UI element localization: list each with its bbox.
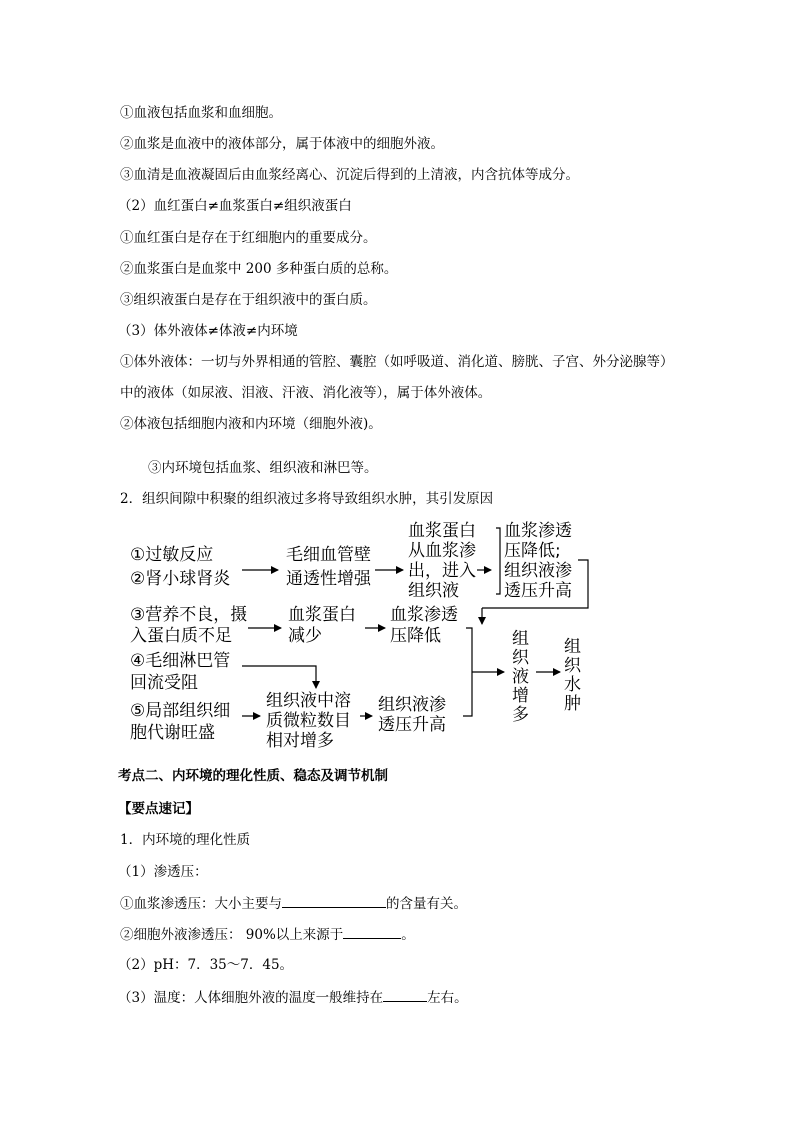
- text-line: ①体外液体：一切与外界相通的管腔、囊腔（如呼吸道、消化道、膀胱、子宫、外分泌腺等）: [120, 354, 674, 370]
- section-heading: 2．组织间隙中积聚的组织液过多将导致组织水肿，其引发原因: [120, 491, 494, 507]
- fill-blank-line: （3）温度：人体细胞外液的温度一般维持在 左右。: [118, 987, 468, 1008]
- node-fluid-increase: 液: [512, 667, 529, 687]
- cause-lymph-block: ④毛细淋巴管: [130, 651, 231, 671]
- node-tissue-osmotic: 组织液渗: [378, 695, 446, 715]
- node-tissue-osmotic: 透压升高: [378, 715, 446, 735]
- text-line: ③内环境包括血浆、组织液和淋巴等。: [148, 460, 378, 476]
- cause-metabolism: 胞代谢旺盛: [130, 723, 215, 743]
- node-permeability: 通透性增强: [286, 569, 371, 589]
- bracket-text: 组织液渗: [504, 561, 572, 581]
- node-plasma-osmotic: 血浆渗透: [390, 605, 458, 625]
- subheading: （1）渗透压：: [118, 864, 208, 880]
- cause-metabolism: ⑤局部组织细: [130, 701, 231, 721]
- connector: [463, 628, 472, 716]
- cause-lymph-block: 回流受阻: [130, 673, 198, 693]
- node-protein-decrease: 血浆蛋白: [288, 605, 356, 625]
- subheading: （3）体外液体≠体液≠内环境: [118, 323, 298, 339]
- text-line: 中的液体（如尿液、泪液、汗液、消化液等），属于体外液体。: [120, 385, 492, 401]
- node-edema: 水: [564, 675, 581, 695]
- text-line: ②血浆是血液中的液体部分，属于体液中的细胞外液。: [120, 136, 444, 152]
- text-line: ②体液包括细胞内液和内环境（细胞外液)。: [120, 416, 382, 432]
- text-line: ①血红蛋白是存在于红细胞内的重要成分。: [120, 230, 377, 246]
- text-line: ②血浆蛋白是血浆中 200 多种蛋白质的总称。: [120, 261, 398, 277]
- node-solute-increase: 相对增多: [266, 731, 334, 751]
- node-leak: 出，进入: [408, 561, 476, 581]
- bracket: [496, 528, 500, 594]
- node-fluid-increase: 织: [512, 648, 529, 668]
- node-leak: 从血浆渗: [408, 541, 476, 561]
- text-line: ③组织液蛋白是存在于组织液中的蛋白质。: [120, 292, 377, 308]
- answer-blank[interactable]: [383, 987, 427, 1002]
- item-heading: 1．内环境的理化性质: [120, 832, 251, 848]
- bracket-text: 压降低;: [504, 541, 561, 561]
- bracket-text: 透压升高: [504, 581, 572, 601]
- node-leak: 组织液: [408, 581, 459, 601]
- key-points-label: 【要点速记】: [118, 801, 199, 817]
- cause-allergy: ①过敏反应: [130, 545, 214, 565]
- node-leak: 血浆蛋白: [408, 521, 476, 541]
- node-edema: 组: [564, 637, 581, 657]
- text-line: ①血液包括血浆和血细胞。: [120, 105, 282, 121]
- node-fluid-increase: 多: [512, 705, 529, 725]
- cause-malnutrition: ③营养不良，摄: [130, 605, 248, 625]
- text-line: ③血清是血液凝固后由血浆经离心、沉淀后得到的上清液，内含抗体等成分。: [120, 167, 579, 183]
- arrow: [242, 666, 316, 688]
- text-line: （2）pH：7．35～7．45。: [118, 957, 294, 973]
- node-fluid-increase: 增: [512, 686, 529, 706]
- node-edema: 肿: [564, 694, 581, 714]
- fill-blank-line: ②细胞外液渗透压： 90%以上来源于 。: [120, 924, 415, 945]
- node-protein-decrease: 减少: [288, 626, 322, 646]
- node-edema: 织: [564, 656, 581, 676]
- node-solute-increase: 质微粒数目: [266, 711, 351, 731]
- cause-nephritis: ②肾小球肾炎: [130, 569, 231, 589]
- edema-flowchart: [118, 516, 598, 756]
- subheading: （2）血红蛋白≠血浆蛋白≠组织液蛋白: [118, 198, 352, 214]
- node-fluid-increase: 组: [512, 629, 529, 649]
- fill-blank-line: ①血浆渗透压：大小主要与 的含量有关。: [120, 893, 467, 914]
- section-title: 考点二、内环境的理化性质、稳态及调节机制: [118, 768, 388, 784]
- node-permeability: 毛细血管壁: [286, 545, 371, 565]
- cause-malnutrition: 入蛋白质不足: [130, 626, 232, 646]
- bracket-text: 血浆渗透: [504, 521, 572, 541]
- answer-blank[interactable]: [282, 893, 386, 908]
- answer-blank[interactable]: [343, 924, 401, 939]
- node-plasma-osmotic: 压降低: [390, 626, 441, 646]
- node-solute-increase: 组织液中溶: [266, 691, 351, 711]
